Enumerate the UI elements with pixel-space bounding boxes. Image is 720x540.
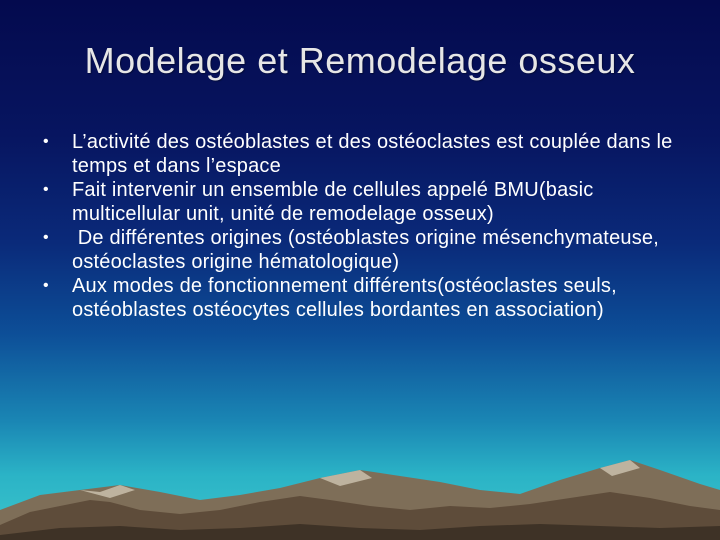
bullet-icon: • xyxy=(43,277,49,294)
bullet-text: Aux modes de fonctionnement différents(ostéoclastes seuls, ostéoblastes ostéocytes cellules bordantes en association) xyxy=(72,275,617,321)
mountain-range-decoration xyxy=(0,440,720,540)
bullet-text: Fait intervenir un ensemble de cellules appelé BMU(basic multicellular unit, unité de remodelage osseux) xyxy=(72,179,594,225)
bullet-text: L’activité des ostéoblastes et des ostéoclastes est couplée dans le temps et dans l’espace xyxy=(72,131,673,177)
bullet-text: De différentes origines (ostéoblastes origine mésenchymateuse, ostéoclastes origine hématologique) xyxy=(72,227,665,273)
bullet-icon: • xyxy=(43,181,49,198)
bullet-item xyxy=(40,178,690,226)
slide-title: Modelage et Remodelage osseux xyxy=(84,40,636,81)
bullet-item xyxy=(40,274,690,322)
bullet-item xyxy=(40,226,690,274)
bullet-list xyxy=(40,130,690,322)
bullet-icon: • xyxy=(43,133,49,150)
bullet-icon: • xyxy=(43,229,49,246)
bullet-item xyxy=(40,130,690,178)
